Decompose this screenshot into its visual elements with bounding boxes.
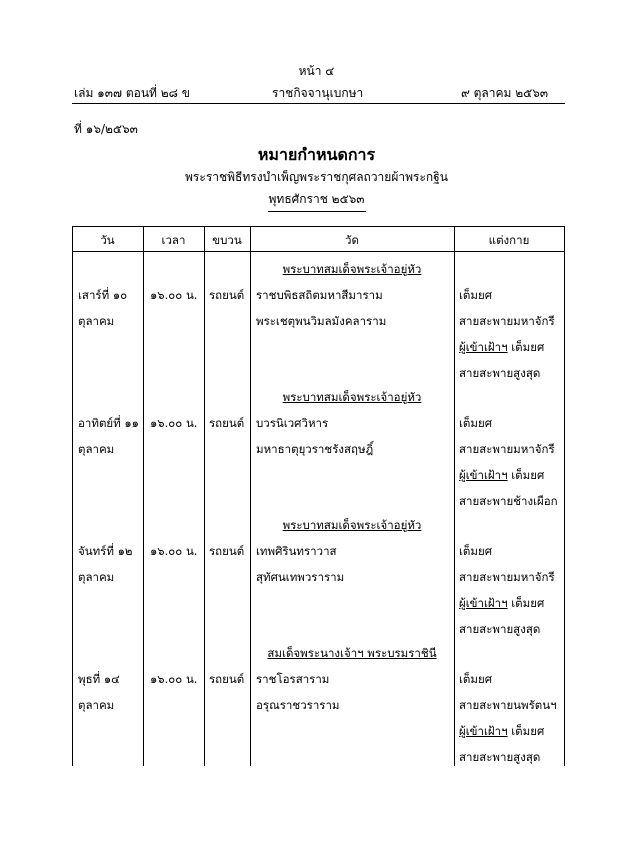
- attire-line: สายสะพายมหาจักรี: [459, 314, 555, 328]
- attire-line: เต็มยศ: [459, 416, 493, 430]
- month-label: ตุลาคม: [78, 442, 115, 456]
- attendee-label: ผู้เข้าเฝ้าฯ: [459, 340, 508, 354]
- col-header-procession: ขบวน: [212, 233, 242, 247]
- temple-name: สุทัศนเทพวราราม: [256, 570, 345, 584]
- col-header-attire: แต่งกาย: [488, 233, 530, 247]
- time-value: ๑๖.๐๐ น.: [150, 672, 198, 686]
- attire-line: สายสะพายมหาจักรี: [459, 570, 555, 584]
- temple-name: บวรนิเวศวิหาร: [256, 416, 329, 430]
- attire-line: เต็มยศ: [459, 544, 493, 558]
- attendee-label: ผู้เข้าเฝ้าฯ: [459, 596, 508, 610]
- presiding-royal: พระบาทสมเด็จพระเจ้าอยู่หัว: [282, 518, 422, 532]
- title-underline: [268, 211, 366, 212]
- time-value: ๑๖.๐๐ น.: [150, 288, 198, 302]
- temple-name: พระเชตุพนวิมลมังคลาราม: [256, 314, 387, 328]
- table-col-border: [72, 226, 73, 766]
- temple-name: เทพศิรินทราวาส: [256, 544, 337, 558]
- attendee-label: ผู้เข้าเฝ้าฯ: [459, 724, 508, 738]
- table-col-border: [564, 226, 565, 766]
- presiding-royal: สมเด็จพระนางเจ้าฯ พระบรมราชินี: [267, 646, 437, 660]
- header-rule: [72, 103, 565, 104]
- issue-date: ๙ ตุลาคม ๒๕๖๓: [461, 86, 549, 100]
- attendee-attire-value: เต็มยศ: [507, 340, 545, 354]
- temple-name: อรุณราชวราราม: [256, 698, 340, 712]
- volume-issue: เล่ม ๑๓๗ ตอนที่ ๒๘ ข: [74, 86, 190, 100]
- temple-name: ราชโอรสาราม: [256, 672, 330, 686]
- attire-line: เต็มยศ: [459, 288, 493, 302]
- table-top-border: [72, 226, 565, 227]
- day-label: เสาร์ที่ ๑๐: [78, 288, 128, 302]
- attendee-attire: [459, 339, 544, 357]
- procession-value: รถยนต์: [209, 544, 245, 558]
- gazette-name: ราชกิจจานุเบกษา: [272, 86, 364, 100]
- table-col-border: [204, 226, 205, 766]
- document-number: ที่ ๑๖/๒๕๖๓: [74, 122, 138, 136]
- attire-line: สายสะพายนพรัตนฯ: [459, 698, 557, 712]
- day-label: จันทร์ที่ ๑๒: [78, 544, 133, 558]
- table-col-border: [454, 226, 455, 766]
- attendee-attire-value: เต็มยศ: [507, 468, 545, 482]
- time-value: ๑๖.๐๐ น.: [150, 416, 198, 430]
- time-value: ๑๖.๐๐ น.: [150, 544, 198, 558]
- attire-line: สายสะพายสูงสุด: [459, 366, 541, 380]
- page-number: หน้า ๔: [298, 64, 335, 78]
- attendee-attire-value: เต็มยศ: [507, 596, 545, 610]
- col-header-temple: วัด: [345, 233, 359, 247]
- document-title: หมายกำหนดการ: [257, 145, 376, 164]
- attire-line: สายสะพายมหาจักรี: [459, 442, 555, 456]
- month-label: ตุลาคม: [78, 698, 115, 712]
- attendee-attire: [459, 723, 544, 741]
- temple-name: ราชบพิธสถิตมหาสีมาราม: [256, 288, 383, 302]
- procession-value: รถยนต์: [209, 288, 245, 302]
- presiding-royal: พระบาทสมเด็จพระเจ้าอยู่หัว: [282, 390, 422, 404]
- presiding-royal: พระบาทสมเด็จพระเจ้าอยู่หัว: [282, 262, 422, 276]
- col-header-day: วัน: [100, 233, 115, 247]
- buddhist-era: พุทธศักราช ๒๕๖๓: [268, 192, 365, 206]
- procession-value: รถยนต์: [209, 416, 245, 430]
- table-col-border: [143, 226, 144, 766]
- day-label: พุธที่ ๑๔: [78, 672, 120, 686]
- ceremony-subtitle: พระราชพิธีทรงบำเพ็ญพระราชกุศลถวายผ้าพระกฐิน: [185, 170, 448, 184]
- attendee-attire: [459, 467, 544, 485]
- attire-line: เต็มยศ: [459, 672, 493, 686]
- attire-line: สายสะพายสูงสุด: [459, 622, 541, 636]
- attendee-label: ผู้เข้าเฝ้าฯ: [459, 468, 508, 482]
- table-header-border: [72, 251, 565, 252]
- attire-line: สายสะพายสูงสุด: [459, 750, 541, 764]
- day-label: อาทิตย์ที่ ๑๑: [78, 416, 139, 430]
- attendee-attire: [459, 595, 544, 613]
- attire-line: สายสะพายช้างเผือก: [459, 494, 558, 508]
- procession-value: รถยนต์: [209, 672, 245, 686]
- temple-name: มหาธาตุยุวราชรังสฤษฎิ์: [256, 442, 374, 456]
- attendee-attire-value: เต็มยศ: [507, 724, 545, 738]
- table-col-border: [250, 226, 251, 766]
- month-label: ตุลาคม: [78, 570, 115, 584]
- col-header-time: เวลา: [161, 233, 186, 247]
- month-label: ตุลาคม: [78, 314, 115, 328]
